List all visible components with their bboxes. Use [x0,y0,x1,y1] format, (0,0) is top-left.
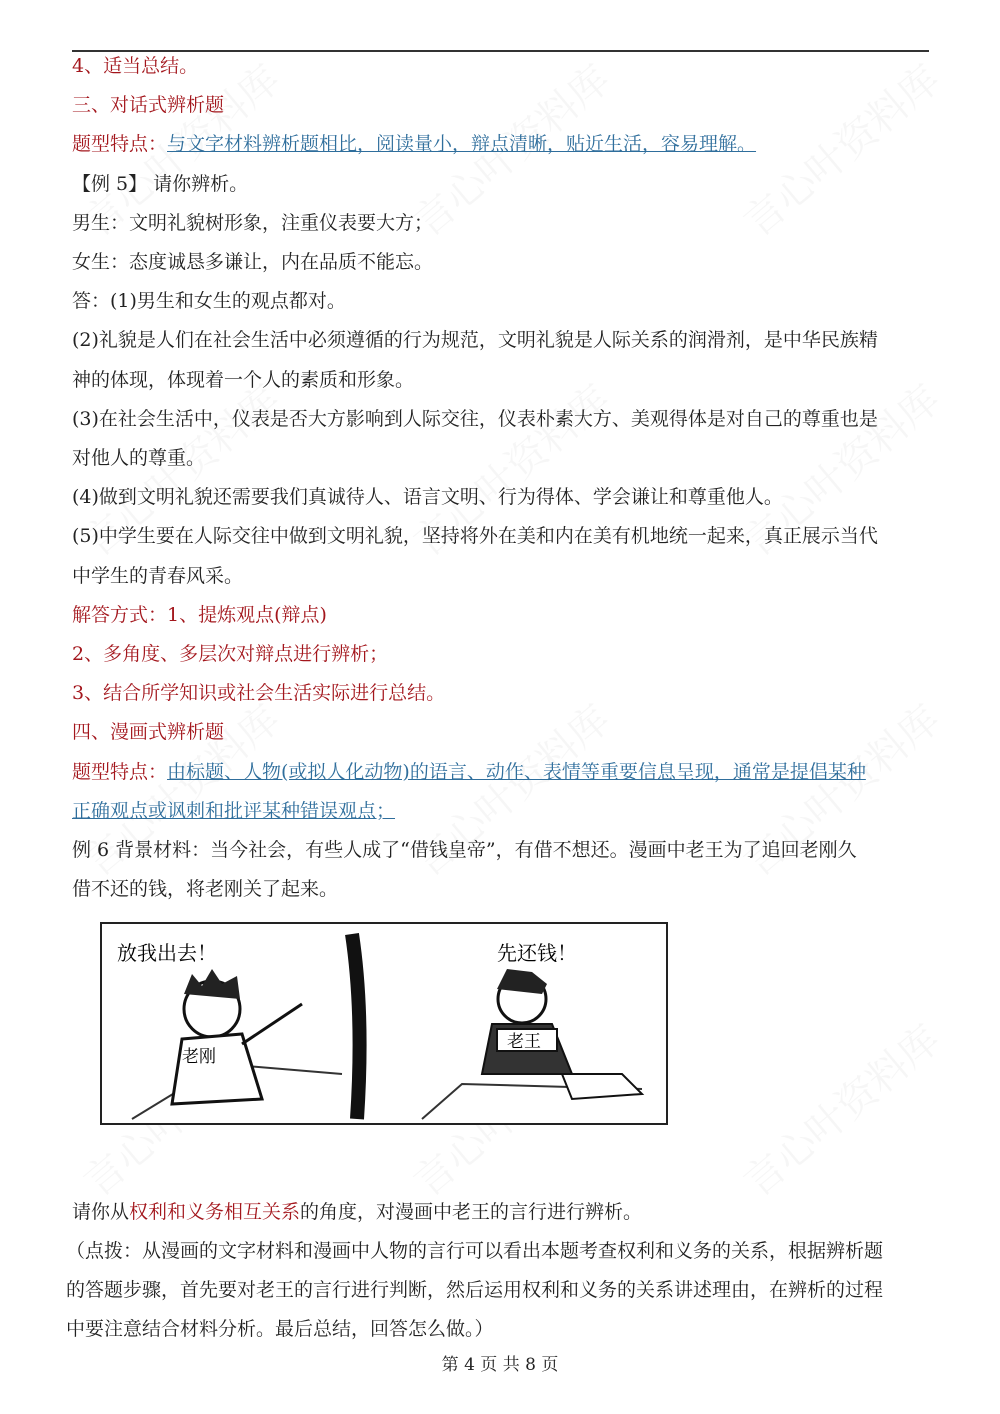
text-line: 三、对话式辨析题 [72,94,225,117]
text-line: 例 6 背景材料：当今社会，有些人成了“借钱皇帝”，有借不想还。漫画中老王为了追回老刚久 [72,839,857,861]
character-label-left: 老刚 [182,1047,216,1067]
text-line: 男生：文明礼貌树形象，注重仪表要大方； [72,211,434,234]
text-line: 3、结合所学知识或社会生活实际进行总结。 [72,682,446,705]
feature-text: 由标题、人物(或拟人化动物)的语言、动作、表情等重要信息呈现，通常是提倡某种 [167,760,866,783]
text-line: 4、适当总结。 [72,55,199,77]
text-line: (2)礼貌是人们在社会生活中必须遵循的行为规范，文明礼貌是人际关系的润滑剂，是中华民族精 [72,329,878,352]
cartoon-image [100,922,668,1125]
text-line: 答：(1)男生和女生的观点都对。 [72,290,346,313]
text-line: 女生：态度诚恳多谦让，内在品质不能忘。 [72,251,434,273]
feature-label: 题型特点： [72,760,168,783]
text-line: 神的体现，体现着一个人的素质和形象。 [72,368,415,391]
text-line: 借不还的钱，将老刚关了起来。 [72,878,339,901]
text-line: (3)在社会生活中，仪表是否大方影响到人际交往，仪表朴素大方、美观得体是对自己的尊重也是 [72,407,878,430]
text-line [72,132,756,156]
text-line [72,760,866,784]
text-line: 解答方式：1、提炼观点(辩点) [72,603,327,626]
hint-line: （点拨：从漫画的文字材料和漫画中人物的言行可以看出本题考查权利和义务的关系，根据辨析题 [66,1240,884,1262]
character-label-right: 老王 [507,1032,541,1052]
text-line: 正确观点或讽刺和批评某种错误观点； [72,799,396,822]
speech-bubble-right: 先还钱！ [497,941,577,965]
feature-text: 与文字材料辨析题相比，阅读量小，辩点清晰，贴近生活，容易理解。 [167,133,757,156]
hint-line: 中要注意结合材料分析。最后总结，回答怎么做。） [66,1318,494,1341]
watermark [730,50,950,248]
text-line: (4)做到文明礼貌还需要我们真诚待人、语言文明、行为得体、学会谦让和尊重他人。 [72,486,783,509]
speech-bubble-left: 放我出去！ [117,941,217,965]
question-line [72,1200,642,1224]
text-line: 【例 5】 请你辨析。 [72,172,249,195]
question-text: 请你从 [72,1201,130,1223]
text-line: (5)中学生要在人际交往中做到文明礼貌，坚持将外在美和内在美有机地统一起来，真正展示当代 [72,525,878,548]
header-rule [72,50,929,52]
question-text-end: 的角度，对漫画中老王的言行进行辨析。 [300,1201,643,1223]
watermark [730,1010,950,1208]
feature-label: 题型特点： [72,133,168,156]
question-highlight: 权利和义务相互关系 [129,1201,301,1223]
cartoon-drawing [102,924,666,1123]
hint-line: 的答题步骤，首先要对老王的言行进行判断，然后运用权利和义务的关系讲述理由，在辨析的过程 [66,1279,884,1302]
text-line: 中学生的青春风采。 [72,564,244,587]
text-line: 2、多角度、多层次对辩点进行辨析； [72,643,389,665]
text-line: 四、漫画式辨析题 [72,721,225,744]
text-line: 对他人的尊重。 [72,447,206,469]
page-footer: 第 4 页 共 8 页 [441,1355,559,1375]
